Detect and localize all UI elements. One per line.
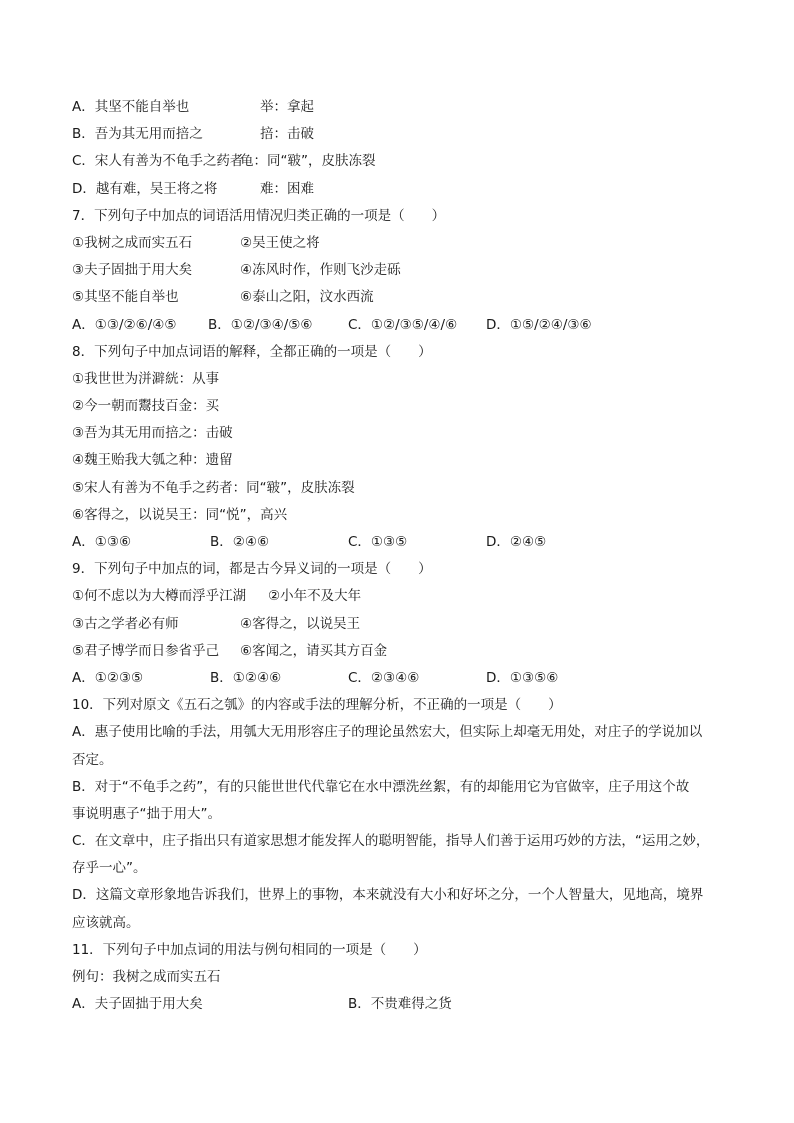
- q9-items-row: [72, 638, 752, 665]
- option-b: B．②④⑥: [210, 534, 270, 550]
- q8-item: ⑤宋人有善为不龟手之药者：同“皲”，皮肤冻裂: [72, 479, 355, 496]
- option-gloss: 龟：同“皲”，皮肤冻裂: [240, 153, 376, 170]
- q7-items-row: [72, 257, 752, 284]
- q10-option-a-line1: A．惠子使用比喻的手法，用瓠大无用形容庄子的理论虽然宏大，但实际上却毫无用处，对庄子的学说加以: [72, 724, 703, 741]
- q8-item: ③吾为其无用而掊之：击破: [72, 425, 233, 442]
- option-b: B．①②/③④/⑤⑥: [208, 316, 313, 333]
- q10-option-a-line2: 否定。: [72, 751, 113, 768]
- q8-item: ①我世世为洴澼絖：从事: [72, 370, 220, 387]
- q7-items-row: [72, 230, 752, 257]
- q10-option-c-line1: C．在文章中，庄子指出只有道家思想才能发挥人的聪明智能，指导人们善于运用巧妙的方法，“运用之妙，: [72, 833, 710, 850]
- q6-option-d: [72, 176, 752, 203]
- option-c: C．①②/③⑤/④/⑥: [348, 316, 458, 333]
- option-d: D．①③⑤⑥: [486, 669, 559, 686]
- q10-option-c-line2: 存乎一心”。: [72, 860, 147, 877]
- q8-options: [72, 529, 752, 556]
- q10-option-d-line2: 应该就高。: [72, 914, 140, 931]
- q11-options: [72, 991, 752, 1018]
- q11-example: 例句：我树之成而实五石: [72, 969, 221, 985]
- option-text: B．吾为其无用而掊之: [72, 126, 203, 143]
- q7-items-row: [72, 284, 752, 311]
- option-d: D．①⑤/②④/③⑥: [486, 316, 592, 333]
- q6-option-b: [72, 121, 752, 148]
- item: ③古之学者必有师: [72, 615, 179, 632]
- q7-options: [72, 312, 752, 339]
- item: ⑥客闻之，请买其方百金: [240, 642, 388, 659]
- item: ②吴王使之将: [240, 234, 320, 251]
- option-c: C．②③④⑥: [348, 669, 420, 686]
- item: ③夫子固拙于用大矣: [72, 262, 193, 279]
- q11-stem: 11．下列句子中加点词的用法与例句相同的一项是（ ）: [72, 941, 427, 958]
- item: ②小年不及大年: [268, 588, 362, 605]
- q10-option-b-line2: 事说明惠子“拙于用大”。: [72, 805, 221, 822]
- q9-options: [72, 665, 752, 692]
- item: ⑤君子博学而日参省乎己: [72, 642, 220, 659]
- q8-item: ⑥客得之，以说吴王：同“悦”，高兴: [72, 506, 288, 523]
- option-text: C．宋人有善为不龟手之药者: [72, 153, 244, 170]
- exam-page: [72, 94, 752, 1018]
- q10-option-b-line1: B．对于“不龟手之药”，有的只能世世代代靠它在水中漂洗丝絮，有的却能用它为官做宰，庄子用这个故: [72, 778, 690, 795]
- option-d: D．②④⑤: [486, 534, 547, 550]
- option-a: A．①②③⑤: [72, 669, 144, 686]
- q9-stem: 9．下列句子中加点的词，都是古今异义词的一项是（ ）: [72, 561, 432, 578]
- option-gloss: 难：困难: [260, 180, 314, 197]
- q8-item: ②今一朝而鬻技百金：买: [72, 398, 220, 415]
- option-gloss: 举：拿起: [260, 99, 314, 115]
- option-gloss: 掊：击破: [260, 126, 314, 143]
- option-a: A．①③/②⑥/④⑤: [72, 316, 177, 333]
- item: ①何不虑以为大樽而浮乎江湖: [72, 588, 247, 605]
- option-b: B．①②④⑥: [210, 669, 282, 686]
- q8-item: ④魏王贻我大瓠之种：遗留: [72, 452, 233, 469]
- q9-items-row: [72, 611, 752, 638]
- item: ⑤其坚不能自举也: [72, 289, 179, 306]
- option-text: A．其坚不能自举也: [72, 99, 190, 115]
- q10-option-d-line1: D．这篇文章形象地告诉我们，世界上的事物，本来就没有大小和好坏之分，一个人智量大，见地高，境界: [72, 887, 704, 904]
- option-a: A．①③⑥: [72, 534, 132, 550]
- q6-option-a: [72, 94, 752, 121]
- q8-stem: 8．下列句子中加点词语的解释，全都正确的一项是（ ）: [72, 343, 432, 360]
- item: ⑥泰山之阳，汶水西流: [240, 289, 374, 306]
- q6-option-c: [72, 148, 752, 175]
- option-a: A．夫子固拙于用大矣: [72, 996, 203, 1013]
- item: ④客得之，以说吴王: [240, 615, 361, 632]
- option-c: C．①③⑤: [348, 534, 408, 550]
- q10-stem: 10．下列对原文《五石之瓠》的内容或手法的理解分析，不正确的一项是（ ）: [72, 697, 562, 714]
- q9-items-row: [72, 583, 752, 610]
- item: ①我树之成而实五石: [72, 234, 193, 251]
- option-text: D．越有难，吴王将之将: [72, 180, 218, 197]
- q7-stem: 7．下列句子中加点的词语活用情况归类正确的一项是（ ）: [72, 207, 446, 224]
- option-b: B．不贵难得之货: [348, 996, 452, 1013]
- item: ④冻风时作，作则飞沙走砾: [240, 262, 401, 279]
